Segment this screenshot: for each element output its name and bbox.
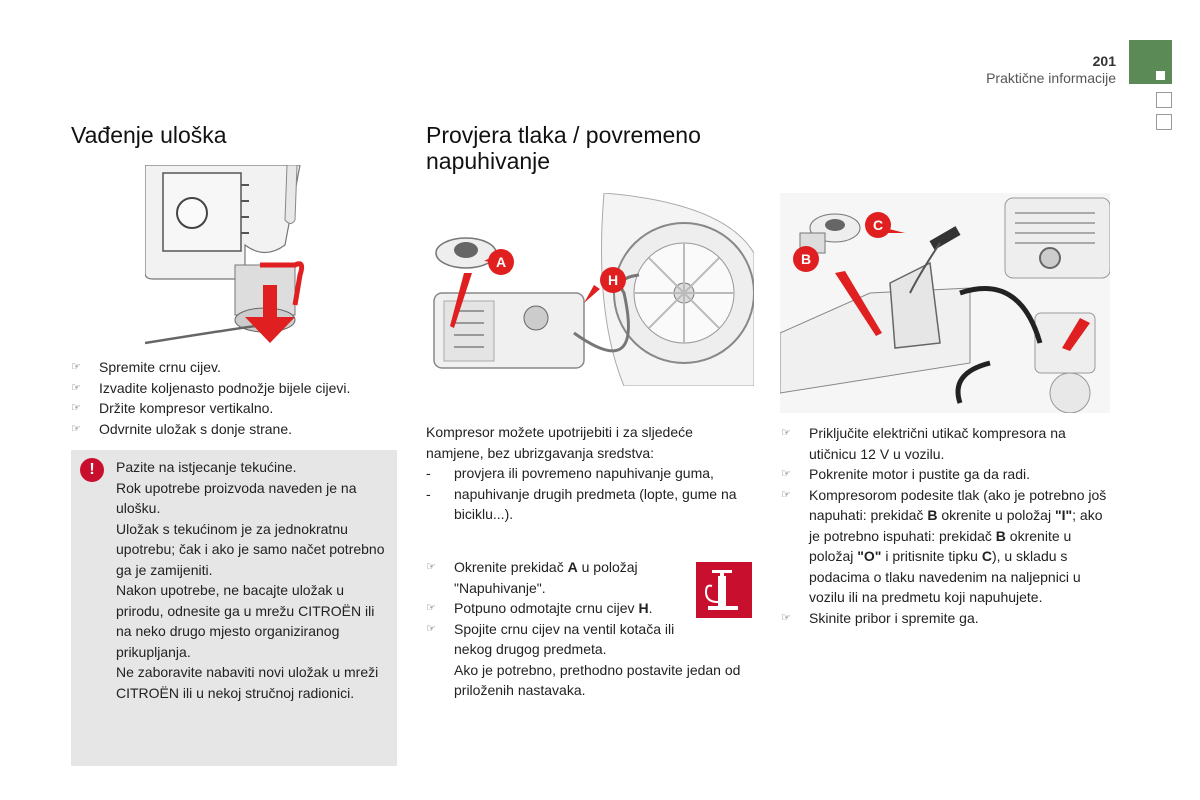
list-item: ☞ Kompresorom podesite tlak (ako je potrebno još napuhati: prekidač B okrenite u položaj "I"; ako je potrebno ispuhati: prekidač B okrenite u položaj "O" i pritisnite tipku C), u skladu s podacima o tlaku navedenim na naljepnici u vozilu ili na predmetu koji napuhujete. <box>781 485 1111 608</box>
callout-c: C <box>865 212 891 238</box>
list-item: ☞ Pokrenite motor i pustite ga da radi. <box>781 464 1111 485</box>
section-title: Praktične informacije <box>986 70 1116 86</box>
section-heading-cartridge: Vađenje uloška <box>71 122 227 148</box>
heading-line: Provjera tlaka / povremeno <box>426 122 701 148</box>
list-item: ☞ Držite kompresor vertikalno. <box>71 398 391 419</box>
callout-a: A <box>488 249 514 275</box>
note-line: Pazite na istjecanje tekućine. <box>116 459 297 475</box>
nav-box-icon <box>1156 92 1172 108</box>
nav-box-icon <box>1156 114 1172 130</box>
warning-note-text <box>116 457 388 703</box>
list-item: ☞ Spojite crnu cijev na ventil kotača ili nekog drugog predmeta. Ako je potrebno, prethodno postavite jedan od priloženih nastavaka. <box>426 619 756 701</box>
list-item: ☞ Priključite električni utikač kompresora na utičnicu 12 V u vozilu. <box>781 423 1111 464</box>
list-item: ☞ Spremite crnu cijev. <box>71 357 391 378</box>
cartridge-illustration <box>145 165 320 350</box>
note-line: Uložak s tekućinom je za jednokratnu upotrebu; čak i ako je samo načet potrebno ga je zamijeniti. <box>116 520 385 578</box>
cartridge-steps <box>71 357 391 439</box>
list-item: ☞ Odvrnite uložak s donje strane. <box>71 419 391 440</box>
list-item: ☞ Okrenite prekidač A u položaj "Napuhivanje". <box>426 557 694 598</box>
list-item: ☞ Izvadite koljenasto podnožje bijele cijevi. <box>71 378 391 399</box>
note-line: Nakon upotrebe, ne bacajte uložak u prirodu, odnesite ga u mrežu CITROËN ili na neko drugo mjesto organiziranog prikupljanja. <box>116 582 375 660</box>
chapter-tab <box>1129 40 1172 84</box>
connection-steps <box>781 423 1111 628</box>
note-line: Ne zaboravite nabaviti novi uložak u mreži CITROËN ili u nekoj stručnoj radionici. <box>116 664 379 701</box>
compressor-wheel-illustration <box>424 193 754 386</box>
list-item: - napuhivanje drugih predmeta (lopte, gume na biciklu...). <box>426 484 752 525</box>
list-item: ☞ Skinite pribor i spremite ga. <box>781 608 1111 629</box>
callout-b: B <box>793 246 819 272</box>
dashboard-socket-illustration <box>780 193 1110 413</box>
warning-icon: ! <box>80 458 104 482</box>
section-heading-pressure <box>426 122 766 174</box>
uses-list <box>426 463 752 525</box>
intro-paragraph: Kompresor možete upotrijebiti i za sljedeće namjene, bez ubrizgavanja sredstva: <box>426 424 693 461</box>
heading-line: napuhivanje <box>426 148 551 174</box>
intro-text <box>426 422 752 525</box>
callout-h: H <box>600 267 626 293</box>
list-item: ☞ Potpuno odmotajte crnu cijev H. <box>426 598 756 619</box>
tire-pump-icon <box>696 562 752 618</box>
note-line: Rok upotrebe proizvoda naveden je na ulošku. <box>116 479 357 516</box>
page-number: 201 <box>1092 53 1116 69</box>
list-item: - provjera ili povremeno napuhivanje guma, <box>426 463 752 484</box>
